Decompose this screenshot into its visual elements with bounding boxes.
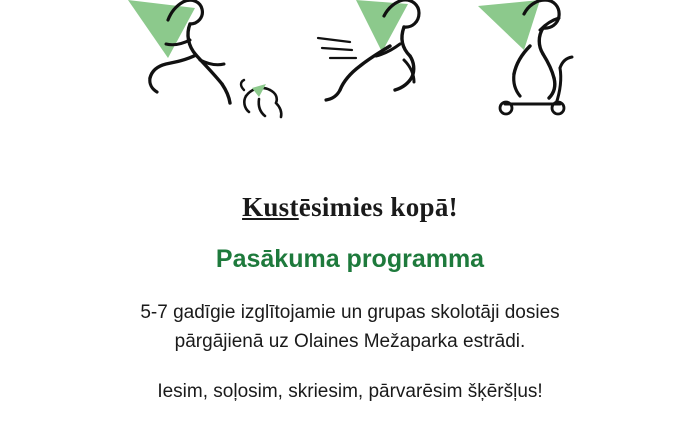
tagline: Iesim, soļosim, skriesim, pārvarēsim šķēršļus! [157, 381, 543, 403]
page-title-rest: ēsimies kopā! [298, 192, 458, 222]
page-title [0, 190, 700, 225]
page-subtitle: Pasākuma programma [215, 245, 485, 274]
body-paragraph [70, 298, 630, 357]
page-title-underlined: Kust [242, 192, 299, 222]
body-line-1: 5-7 gadīgie izglītojamie un grupas skolotāji dosies [140, 301, 560, 323]
scooter-rider-icon [478, 0, 572, 114]
body-line-2: pārgājienā uz Olaines Mežaparka estrādi. [174, 331, 526, 353]
runner-icon [318, 0, 419, 100]
illustration-svg [0, 0, 700, 150]
header-illustration [0, 0, 700, 150]
runner-with-dog-icon [128, 0, 281, 117]
poster-text-block [0, 190, 700, 407]
